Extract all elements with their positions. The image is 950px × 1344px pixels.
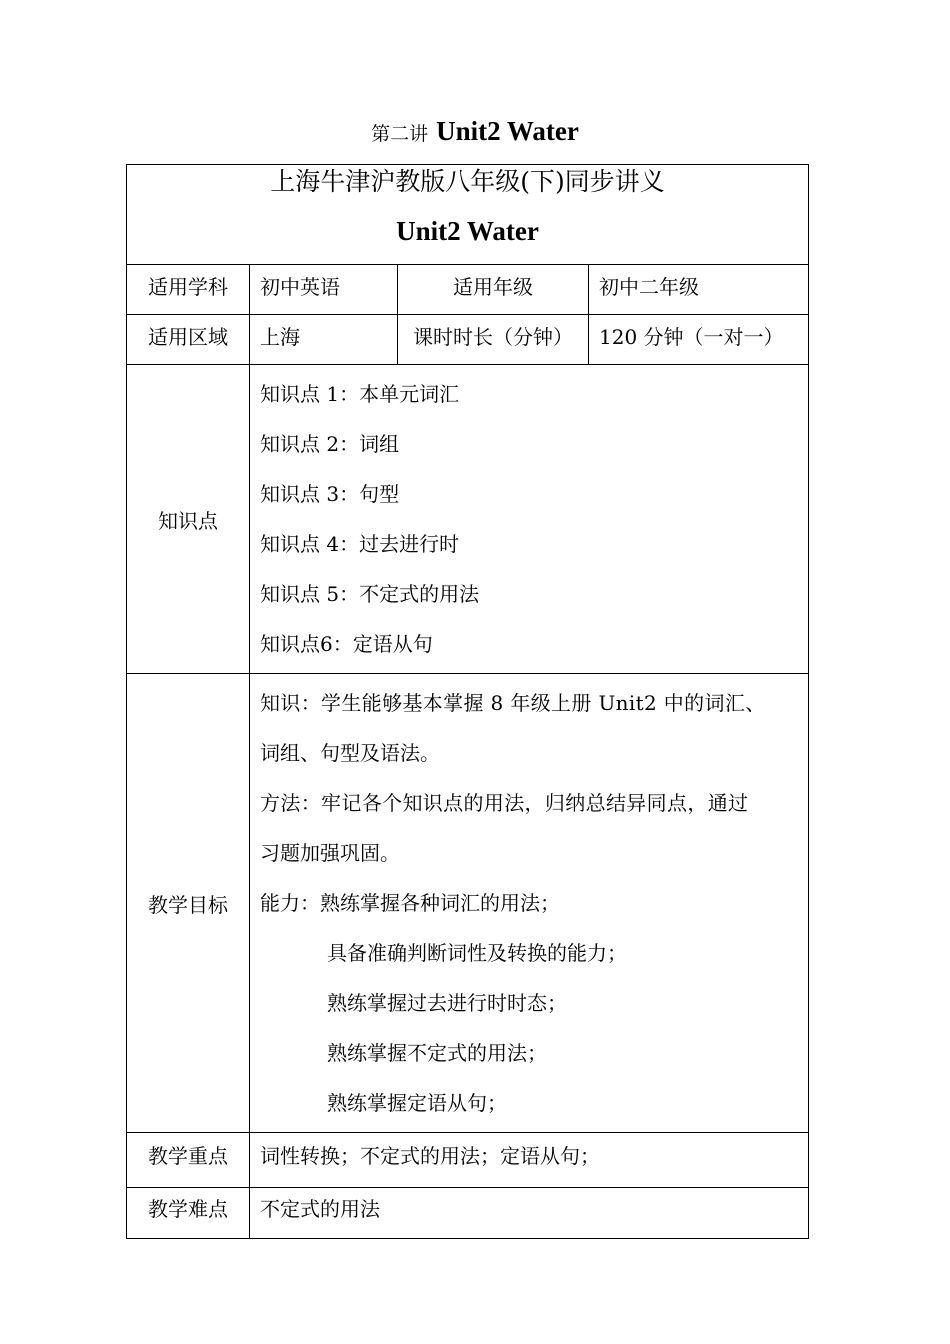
- grade-value: 初中二年级: [589, 265, 809, 315]
- region-label: 适用区域: [127, 315, 250, 365]
- goal-line: 知识：学生能够基本掌握 8 年级上册 Unit2 中的词汇、: [260, 691, 766, 715]
- lecture-number: 第二讲: [371, 123, 429, 145]
- knowledge-item: 知识点 4：过去进行时: [260, 532, 460, 556]
- goals-content: [250, 674, 809, 1133]
- knowledge-item: 知识点 2：词组: [260, 432, 400, 456]
- knowledge-label: 知识点: [127, 365, 250, 674]
- knowledge-row: [127, 365, 809, 674]
- knowledge-list: [250, 365, 809, 674]
- duration-value: 120 分钟（一对一）: [589, 315, 809, 365]
- course-unit-title: Unit2 Water: [396, 216, 539, 246]
- goal-line: 习题加强巩固。: [260, 841, 400, 865]
- unit-title: Unit2 Water: [436, 116, 579, 146]
- knowledge-item: 知识点 5：不定式的用法: [260, 582, 480, 606]
- knowledge-item: 知识点 3：句型: [260, 482, 400, 506]
- goal-line: 能力：熟练掌握各种词汇的用法；: [260, 891, 560, 915]
- knowledge-item: 知识点6：定语从句: [260, 632, 433, 656]
- grade-label: 适用年级: [398, 265, 589, 315]
- difficulties-label: 教学难点: [127, 1188, 250, 1239]
- lesson-plan-table: [126, 164, 809, 1239]
- key-points-value: 词性转换；不定式的用法；定语从句；: [250, 1133, 809, 1188]
- goals-label: 教学目标: [127, 674, 250, 1133]
- knowledge-item: 知识点 1：本单元词汇: [260, 382, 460, 406]
- goal-line: 熟练掌握不定式的用法；: [327, 1041, 547, 1065]
- subject-label: 适用学科: [127, 265, 250, 315]
- region-duration-row: [127, 315, 809, 365]
- difficulties-value: 不定式的用法: [250, 1188, 809, 1239]
- goal-line: 熟练掌握定语从句；: [327, 1091, 507, 1115]
- subject-grade-row: [127, 265, 809, 315]
- goal-line: 方法：牢记各个知识点的用法，归纳总结异同点，通过: [260, 791, 749, 815]
- difficulties-row: [127, 1188, 809, 1239]
- goal-line: 词组、句型及语法。: [260, 741, 440, 765]
- key-points-row: [127, 1133, 809, 1188]
- goals-row: [127, 674, 809, 1133]
- subject-value: 初中英语: [250, 265, 398, 315]
- key-points-label: 教学重点: [127, 1133, 250, 1188]
- title-row: [127, 165, 809, 265]
- goal-line: 具备准确判断词性及转换的能力；: [327, 941, 627, 965]
- course-title: 上海牛津沪教版八年级(下)同步讲义: [270, 167, 665, 196]
- document-heading: [0, 112, 950, 154]
- region-value: 上海: [250, 315, 398, 365]
- title-cell: [127, 165, 809, 265]
- goal-line: 熟练掌握过去进行时时态；: [327, 991, 567, 1015]
- duration-label: 课时时长（分钟）: [398, 315, 589, 365]
